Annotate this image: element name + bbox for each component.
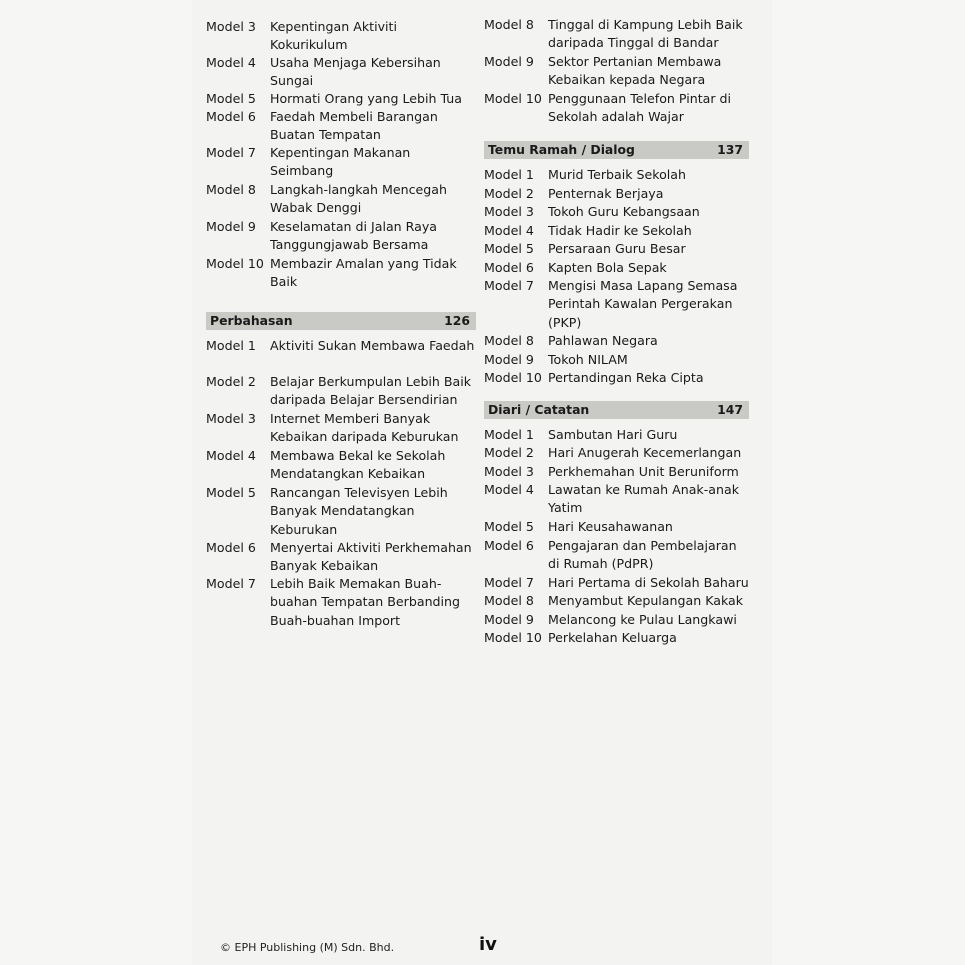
model-title: Membazir Amalan yang Tidak Baik (270, 256, 457, 290)
section-page-number: 147 (717, 401, 743, 417)
toc-entry (484, 574, 749, 593)
model-title: Menyambut Kepulangan Kakak (548, 593, 744, 608)
page-number: iv (479, 934, 497, 955)
toc-entry (206, 218, 476, 255)
model-number: Model 9 (484, 54, 534, 69)
model-number: Model 9 (484, 351, 534, 367)
toc-entry (206, 181, 476, 218)
model-number: Model 7 (206, 145, 256, 160)
model-number: Model 10 (206, 256, 264, 271)
model-number: Model 3 (206, 411, 256, 426)
toc-entry (206, 90, 476, 108)
model-title: Lebih Baik Memakan Buah-buahan Tempatan Berbanding Buah-buahan Import (270, 576, 461, 628)
model-title: Lawatan ke Rumah Anak-anak Yatim (548, 482, 739, 516)
section-header-perbahasan (206, 312, 476, 330)
model-number: Model 5 (206, 485, 256, 500)
toc-entry (206, 447, 476, 484)
model-number: Model 6 (484, 537, 534, 553)
toc-entry (206, 54, 476, 90)
model-title: Aktiviti Sukan Membawa Faedah (270, 338, 475, 353)
model-number: Model 4 (484, 222, 534, 238)
toc-right-column (484, 16, 749, 648)
model-title: Rancangan Televisyen Lebih Banyak Mendatangkan Keburukan (270, 485, 448, 537)
toc-entry (484, 203, 749, 222)
toc-entry (484, 463, 749, 482)
model-number: Model 10 (484, 630, 542, 645)
model-title: Penggunaan Telefon Pintar di Sekolah adalah Wajar (548, 91, 732, 125)
model-title: Usaha Menjaga Kebersihan Sungai (270, 55, 441, 89)
section-header-temu-ramah (484, 141, 749, 159)
section-title: Temu Ramah / Dialog (488, 142, 635, 157)
model-number: Model 7 (484, 278, 534, 293)
toc-entry (484, 351, 749, 370)
model-title: Persaraan Guru Besar (548, 241, 686, 256)
model-title: Hari Pertama di Sekolah Baharu (548, 574, 749, 590)
section-page-number: 137 (717, 142, 743, 157)
model-title: Penternak Berjaya (548, 185, 664, 201)
toc-entry (484, 90, 749, 127)
section-title: Perbahasan (210, 313, 293, 328)
section-page-number: 126 (444, 313, 470, 328)
toc-entry (484, 277, 749, 332)
model-title: Hari Anugerah Kecemerlangan (548, 445, 742, 460)
model-title: Perkhemahan Unit Beruniform (548, 463, 739, 479)
toc-entry (484, 332, 749, 351)
toc-entry (206, 484, 476, 539)
model-number: Model 8 (484, 593, 534, 608)
model-title: Sektor Pertanian Membawa Kebaikan kepada Negara (548, 54, 722, 88)
toc-left-column (206, 18, 476, 631)
model-number: Model 9 (484, 611, 534, 627)
model-number: Model 5 (484, 519, 534, 534)
model-number: Model 9 (206, 219, 256, 234)
model-number: Model 3 (484, 463, 534, 479)
toc-entry (484, 611, 749, 630)
model-number: Model 6 (206, 109, 256, 124)
toc-entry (484, 185, 749, 204)
model-title: Perkelahan Keluarga (548, 630, 677, 645)
toc-entry (484, 444, 749, 463)
model-number: Model 5 (206, 91, 256, 106)
model-number: Model 1 (484, 167, 534, 182)
model-title: Pahlawan Negara (548, 333, 658, 348)
toc-entry (484, 518, 749, 537)
toc-entry (206, 255, 476, 292)
model-title: Tidak Hadir ke Sekolah (548, 222, 692, 238)
model-title: Tinggal di Kampung Lebih Baik daripada Tinggal di Bandar (548, 17, 743, 51)
model-title: Kapten Bola Sepak (548, 259, 667, 275)
model-title: Pengajaran dan Pembelajaran di Rumah (PdPR) (548, 537, 737, 571)
toc-entry (484, 166, 749, 185)
model-number: Model 10 (484, 91, 542, 106)
section-header-diari (484, 401, 749, 419)
model-number: Model 2 (206, 374, 256, 389)
model-title: Kepentingan Aktiviti Kokurikulum (270, 19, 397, 53)
model-number: Model 4 (206, 55, 256, 70)
toc-entry (484, 426, 749, 445)
model-number: Model 8 (484, 333, 534, 348)
model-number: Model 3 (484, 204, 534, 219)
model-number: Model 2 (484, 445, 534, 460)
model-number: Model 1 (484, 426, 534, 442)
model-number: Model 8 (484, 17, 534, 32)
toc-entry (206, 108, 476, 144)
toc-entry (484, 240, 749, 259)
toc-entry (206, 18, 476, 54)
copyright-notice: © EPH Publishing (M) Sdn. Bhd. (220, 941, 395, 954)
model-number: Model 5 (484, 241, 534, 256)
section-title: Diari / Catatan (488, 401, 590, 417)
toc-entry (484, 537, 749, 574)
model-title: Murid Terbaik Sekolah (548, 167, 686, 182)
toc-entry (484, 259, 749, 278)
toc-entry (206, 144, 476, 181)
toc-entry (206, 373, 476, 410)
model-title: Keselamatan di Jalan Raya Tanggungjawab Bersama (270, 219, 438, 253)
model-title: Pertandingan Reka Cipta (548, 370, 704, 385)
model-title: Internet Memberi Banyak Kebaikan daripada Keburukan (270, 411, 459, 445)
toc-entry (484, 16, 749, 53)
model-number: Model 4 (206, 448, 256, 463)
model-title: Langkah-langkah Mencegah Wabak Denggi (270, 182, 447, 216)
model-title: Melancong ke Pulau Langkawi (548, 611, 737, 627)
model-title: Tokoh NILAM (548, 351, 628, 367)
model-number: Model 3 (206, 19, 256, 34)
model-number: Model 1 (206, 338, 256, 353)
model-title: Membawa Bekal ke Sekolah Mendatangkan Kebaikan (270, 448, 446, 482)
model-title: Faedah Membeli Barangan Buatan Tempatan (270, 109, 438, 143)
toc-entry (484, 222, 749, 241)
toc-entry (484, 592, 749, 611)
toc-entry (206, 337, 476, 373)
model-number: Model 4 (484, 482, 534, 497)
toc-entry (484, 369, 749, 388)
toc-entry (484, 629, 749, 648)
model-title: Sambutan Hari Guru (548, 426, 678, 442)
model-title: Kepentingan Makanan Seimbang (270, 145, 411, 179)
model-number: Model 2 (484, 185, 534, 201)
toc-entry (484, 53, 749, 90)
model-number: Model 7 (206, 576, 256, 591)
model-number: Model 6 (206, 540, 256, 555)
toc-entry (206, 410, 476, 447)
model-title: Tokoh Guru Kebangsaan (548, 204, 700, 219)
model-title: Menyertai Aktiviti Perkhemahan Banyak Kebaikan (270, 540, 472, 574)
toc-entry (484, 481, 749, 518)
model-number: Model 6 (484, 259, 534, 275)
model-title: Mengisi Masa Lapang Semasa Perintah Kawalan Pergerakan (PKP) (548, 278, 738, 330)
model-title: Hari Keusahawanan (548, 519, 673, 534)
model-number: Model 7 (484, 574, 534, 590)
model-number: Model 10 (484, 370, 542, 385)
model-title: Hormati Orang yang Lebih Tua (270, 91, 462, 106)
toc-entry (206, 539, 476, 575)
model-number: Model 8 (206, 182, 256, 197)
model-title: Belajar Berkumpulan Lebih Baik daripada Belajar Bersendirian (270, 374, 472, 408)
toc-entry (206, 575, 476, 631)
